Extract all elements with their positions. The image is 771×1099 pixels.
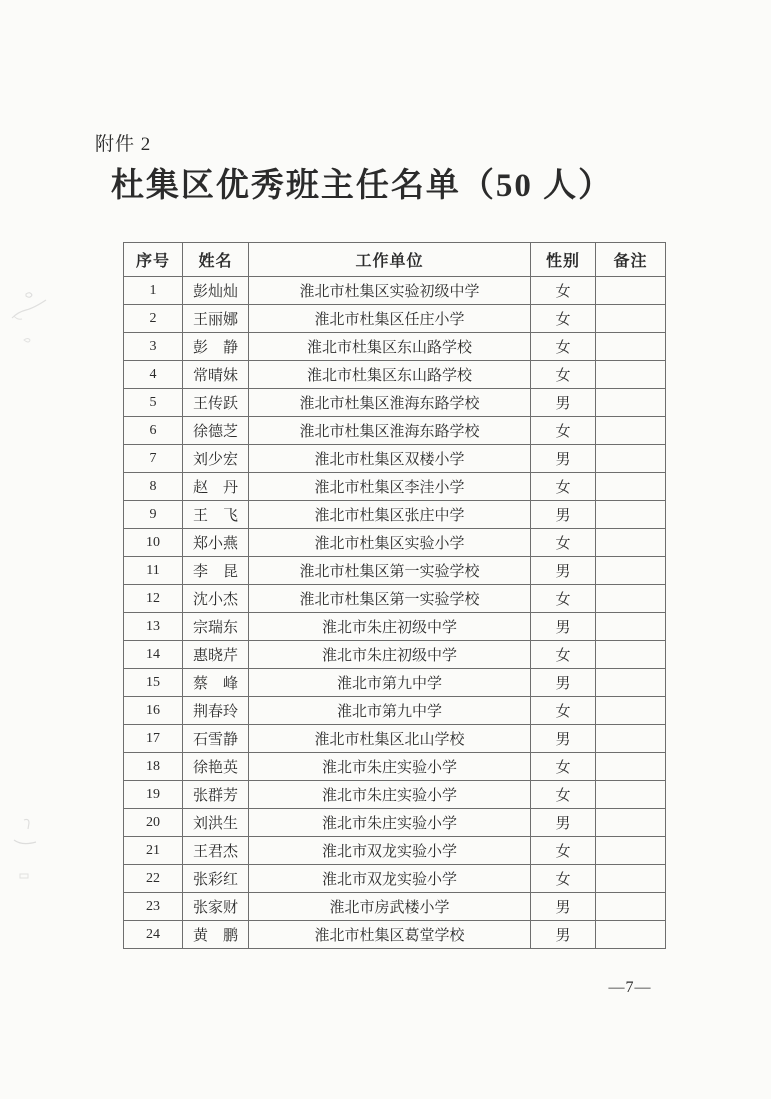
cell-name: 黄 鹏: [183, 921, 249, 949]
table-row: [124, 389, 666, 417]
cell-name: 沈小杰: [183, 585, 249, 613]
col-header-gender: 性别: [531, 243, 596, 277]
cell-work-unit: 淮北市杜集区双楼小学: [249, 445, 531, 473]
cell-gender: 女: [531, 753, 596, 781]
cell-serial-number: 13: [124, 613, 183, 641]
table-row: [124, 781, 666, 809]
cell-work-unit: 淮北市杜集区淮海东路学校: [249, 389, 531, 417]
table-row: [124, 529, 666, 557]
cell-name: 王君杰: [183, 837, 249, 865]
cell-serial-number: 8: [124, 473, 183, 501]
cell-gender: 女: [531, 417, 596, 445]
cell-remark: [596, 753, 666, 781]
cell-name: 王 飞: [183, 501, 249, 529]
attachment-label: 附件 2: [95, 134, 152, 155]
cell-gender: 女: [531, 277, 596, 305]
cell-remark: [596, 697, 666, 725]
col-header-remark: 备注: [596, 243, 666, 277]
cell-serial-number: 7: [124, 445, 183, 473]
cell-serial-number: 20: [124, 809, 183, 837]
cell-remark: [596, 501, 666, 529]
cell-name: 郑小燕: [183, 529, 249, 557]
table-row: [124, 865, 666, 893]
cell-serial-number: 1: [124, 277, 183, 305]
table-row: [124, 893, 666, 921]
cell-work-unit: 淮北市朱庄实验小学: [249, 809, 531, 837]
cell-serial-number: 18: [124, 753, 183, 781]
cell-gender: 女: [531, 305, 596, 333]
cell-serial-number: 22: [124, 865, 183, 893]
cell-serial-number: 6: [124, 417, 183, 445]
cell-serial-number: 5: [124, 389, 183, 417]
cell-gender: 男: [531, 921, 596, 949]
table-row: [124, 613, 666, 641]
cell-serial-number: 14: [124, 641, 183, 669]
cell-serial-number: 11: [124, 557, 183, 585]
table-row: [124, 473, 666, 501]
cell-remark: [596, 809, 666, 837]
table-row: [124, 445, 666, 473]
table-row: [124, 585, 666, 613]
cell-serial-number: 17: [124, 725, 183, 753]
cell-name: 王传跃: [183, 389, 249, 417]
cell-work-unit: 淮北市杜集区实验小学: [249, 529, 531, 557]
cell-serial-number: 2: [124, 305, 183, 333]
cell-remark: [596, 921, 666, 949]
table-row: [124, 277, 666, 305]
cell-remark: [596, 557, 666, 585]
cell-remark: [596, 361, 666, 389]
cell-remark: [596, 781, 666, 809]
cell-gender: 男: [531, 669, 596, 697]
cell-gender: 女: [531, 333, 596, 361]
cell-work-unit: 淮北市杜集区任庄小学: [249, 305, 531, 333]
cell-serial-number: 12: [124, 585, 183, 613]
cell-name: 刘少宏: [183, 445, 249, 473]
cell-gender: 女: [531, 837, 596, 865]
cell-serial-number: 23: [124, 893, 183, 921]
table-row: [124, 697, 666, 725]
cell-name: 张家财: [183, 893, 249, 921]
cell-remark: [596, 389, 666, 417]
cell-remark: [596, 473, 666, 501]
cell-remark: [596, 585, 666, 613]
cell-serial-number: 21: [124, 837, 183, 865]
cell-gender: 男: [531, 389, 596, 417]
cell-gender: 男: [531, 557, 596, 585]
cell-name: 刘洪生: [183, 809, 249, 837]
cell-gender: 男: [531, 501, 596, 529]
cell-work-unit: 淮北市杜集区张庄中学: [249, 501, 531, 529]
cell-gender: 男: [531, 613, 596, 641]
cell-work-unit: 淮北市杜集区淮海东路学校: [249, 417, 531, 445]
cell-serial-number: 19: [124, 781, 183, 809]
cell-serial-number: 9: [124, 501, 183, 529]
cell-gender: 男: [531, 893, 596, 921]
cell-gender: 女: [531, 529, 596, 557]
cell-gender: 男: [531, 809, 596, 837]
cell-work-unit: 淮北市朱庄实验小学: [249, 781, 531, 809]
cell-name: 石雪静: [183, 725, 249, 753]
cell-serial-number: 24: [124, 921, 183, 949]
cell-serial-number: 4: [124, 361, 183, 389]
cell-work-unit: 淮北市杜集区实验初级中学: [249, 277, 531, 305]
cell-gender: 女: [531, 641, 596, 669]
cell-name: 惠晓芹: [183, 641, 249, 669]
cell-name: 彭灿灿: [183, 277, 249, 305]
cell-gender: 女: [531, 865, 596, 893]
cell-serial-number: 10: [124, 529, 183, 557]
scan-smudge-lower: [4, 812, 54, 882]
cell-remark: [596, 529, 666, 557]
table-row: [124, 837, 666, 865]
table-row: [124, 753, 666, 781]
page-title: 杜集区优秀班主任名单（50 人）: [110, 168, 614, 204]
cell-gender: 女: [531, 585, 596, 613]
cell-work-unit: 淮北市杜集区李洼小学: [249, 473, 531, 501]
cell-gender: 男: [531, 445, 596, 473]
table-row: [124, 305, 666, 333]
cell-remark: [596, 865, 666, 893]
table-row: [124, 809, 666, 837]
roster-table-body: [124, 277, 666, 949]
cell-remark: [596, 641, 666, 669]
cell-work-unit: 淮北市双龙实验小学: [249, 837, 531, 865]
table-row: [124, 725, 666, 753]
cell-remark: [596, 613, 666, 641]
cell-remark: [596, 445, 666, 473]
col-header-name: 姓名: [183, 243, 249, 277]
cell-work-unit: 淮北市杜集区东山路学校: [249, 333, 531, 361]
cell-remark: [596, 669, 666, 697]
cell-remark: [596, 333, 666, 361]
scan-smudge-upper: [4, 288, 54, 348]
cell-gender: 女: [531, 781, 596, 809]
cell-gender: 女: [531, 361, 596, 389]
table-header-row: [124, 243, 666, 277]
cell-work-unit: 淮北市杜集区第一实验学校: [249, 585, 531, 613]
cell-work-unit: 淮北市房武楼小学: [249, 893, 531, 921]
cell-work-unit: 淮北市朱庄初级中学: [249, 641, 531, 669]
col-header-unit: 工作单位: [249, 243, 531, 277]
cell-name: 徐艳英: [183, 753, 249, 781]
col-header-no: 序号: [124, 243, 183, 277]
cell-work-unit: 淮北市杜集区第一实验学校: [249, 557, 531, 585]
cell-name: 李 昆: [183, 557, 249, 585]
cell-serial-number: 15: [124, 669, 183, 697]
table-row: [124, 501, 666, 529]
table-row: [124, 417, 666, 445]
table-row: [124, 641, 666, 669]
cell-name: 赵 丹: [183, 473, 249, 501]
cell-work-unit: 淮北市第九中学: [249, 669, 531, 697]
cell-name: 宗瑞东: [183, 613, 249, 641]
page-number: —7—: [608, 979, 652, 996]
table-row: [124, 333, 666, 361]
roster-table: [123, 242, 666, 949]
cell-work-unit: 淮北市第九中学: [249, 697, 531, 725]
cell-work-unit: 淮北市双龙实验小学: [249, 865, 531, 893]
cell-gender: 女: [531, 473, 596, 501]
cell-name: 蔡 峰: [183, 669, 249, 697]
cell-gender: 女: [531, 697, 596, 725]
cell-name: 荆春玲: [183, 697, 249, 725]
cell-remark: [596, 305, 666, 333]
cell-name: 王丽娜: [183, 305, 249, 333]
cell-work-unit: 淮北市杜集区北山学校: [249, 725, 531, 753]
table-row: [124, 921, 666, 949]
cell-serial-number: 3: [124, 333, 183, 361]
cell-name: 常晴妹: [183, 361, 249, 389]
cell-gender: 男: [531, 725, 596, 753]
table-row: [124, 669, 666, 697]
cell-name: 徐德芝: [183, 417, 249, 445]
cell-remark: [596, 893, 666, 921]
cell-name: 张彩红: [183, 865, 249, 893]
table-row: [124, 361, 666, 389]
cell-remark: [596, 277, 666, 305]
cell-work-unit: 淮北市杜集区东山路学校: [249, 361, 531, 389]
cell-serial-number: 16: [124, 697, 183, 725]
cell-remark: [596, 837, 666, 865]
cell-remark: [596, 725, 666, 753]
cell-remark: [596, 417, 666, 445]
cell-work-unit: 淮北市朱庄实验小学: [249, 753, 531, 781]
cell-name: 彭 静: [183, 333, 249, 361]
cell-work-unit: 淮北市朱庄初级中学: [249, 613, 531, 641]
cell-name: 张群芳: [183, 781, 249, 809]
cell-work-unit: 淮北市杜集区葛堂学校: [249, 921, 531, 949]
table-row: [124, 557, 666, 585]
